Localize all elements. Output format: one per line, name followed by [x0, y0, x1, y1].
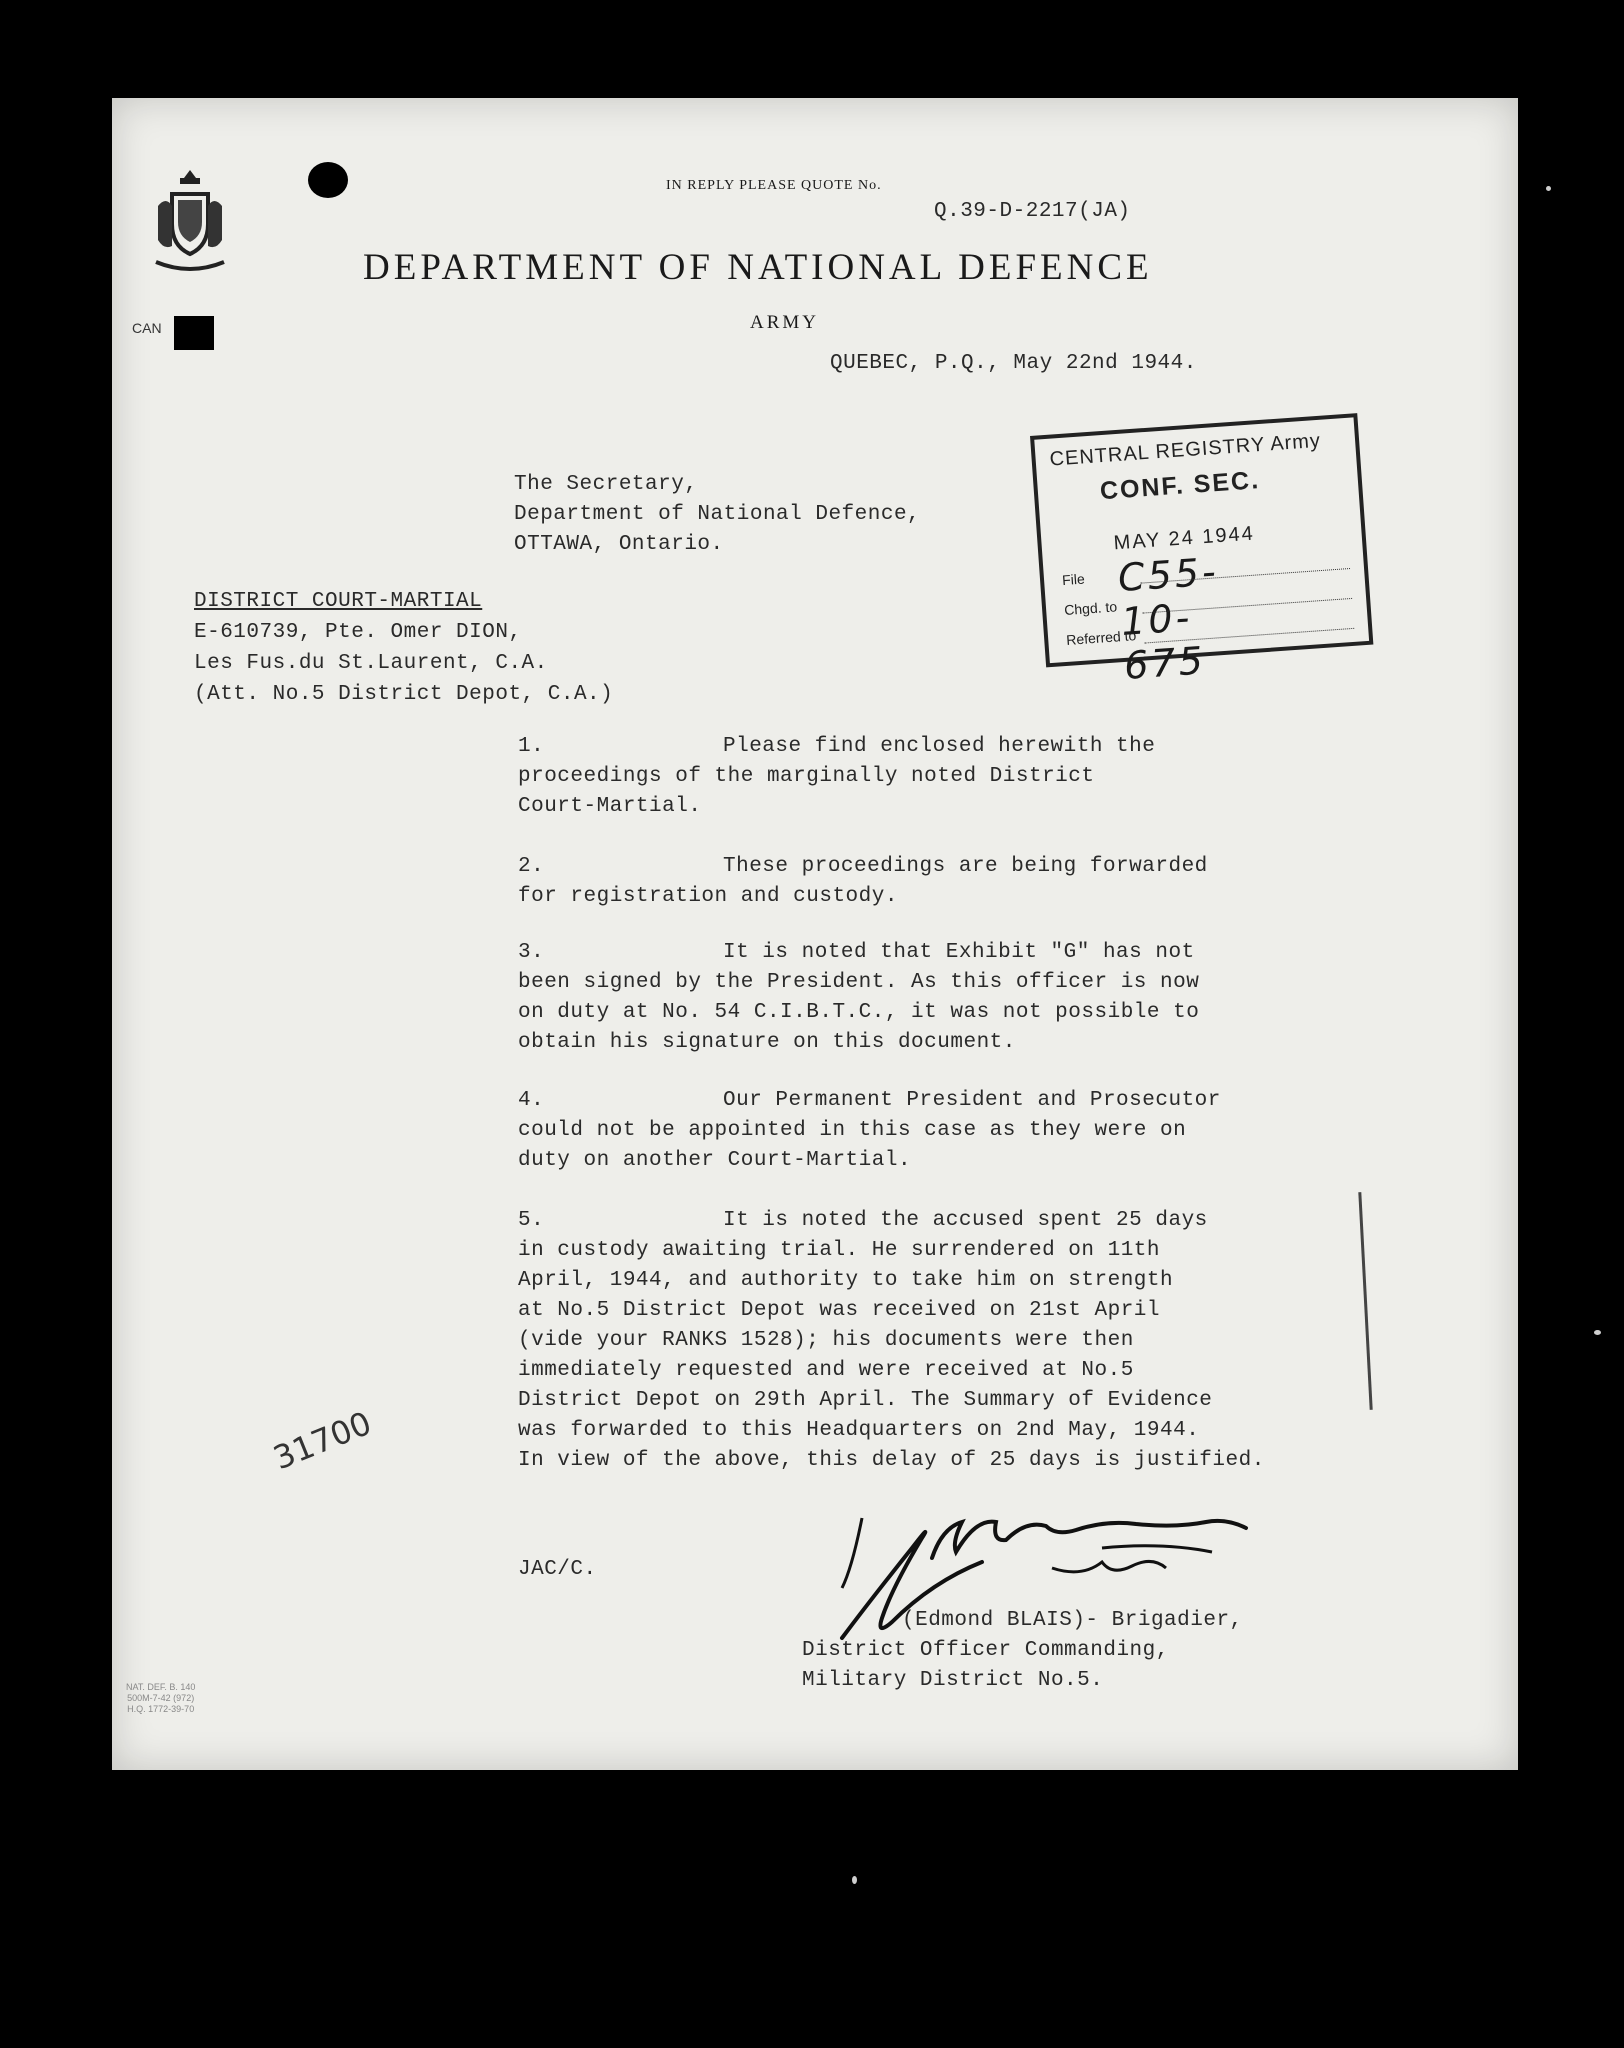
paragraph-line: in custody awaiting trial. He surrendered on 11th: [518, 1239, 1161, 1262]
paragraph-2: [518, 852, 1208, 912]
paragraph-line: was forwarded to this Headquarters on 2nd May, 1944.: [518, 1419, 1200, 1442]
paragraph-line: could not be appointed in this case as they were on: [518, 1119, 1187, 1142]
paragraph-number: 1.: [518, 735, 545, 758]
stamp-file-value: C55-10-675: [1116, 549, 1221, 688]
paragraph-line: immediately requested and were received at No.5: [518, 1359, 1134, 1382]
paragraph-line: on duty at No. 54 C.I.B.T.C., it was not possible to: [518, 1001, 1200, 1024]
film-speck: [852, 1876, 857, 1884]
address-line: OTTAWA, Ontario.: [514, 533, 724, 556]
address-line: Department of National Defence,: [514, 503, 921, 526]
form-code-line: 500M-7-42 (972): [127, 1693, 195, 1703]
signatory-district: Military District No.5.: [802, 1669, 1104, 1692]
paragraph-line: for registration and custody.: [518, 885, 898, 908]
signature-block: [802, 1606, 1243, 1696]
paragraph-line: It is noted that Exhibit "G" has not: [723, 941, 1195, 964]
quote-label: IN REPLY PLEASE QUOTE No.: [666, 178, 882, 193]
letter-page: [112, 98, 1518, 1770]
paragraph-line: duty on another Court-Martial.: [518, 1149, 912, 1172]
department-title: DEPARTMENT OF NATIONAL DEFENCE: [363, 247, 1153, 288]
margin-heading: [194, 586, 613, 710]
stamp-file-label: File: [1061, 570, 1086, 589]
stamp-chgd-label: Chgd. to: [1063, 598, 1118, 619]
handwritten-number: 31700: [268, 1403, 377, 1478]
registry-stamp: [1030, 413, 1373, 688]
address-line: The Secretary,: [514, 473, 698, 496]
paragraph-line: been signed by the President. As this officer is now: [518, 971, 1200, 994]
paragraph-line: obtain his signature on this document.: [518, 1031, 1016, 1054]
typist-initials: JAC/C.: [518, 1558, 597, 1581]
paragraph-line: proceedings of the marginally noted District: [518, 765, 1095, 788]
margin-heading-line: E-610739, Pte. Omer DION,: [194, 621, 522, 644]
paragraph-5: [518, 1206, 1265, 1476]
coat-of-arms-icon: [152, 166, 228, 278]
paragraph-line: (vide your RANKS 1528); his documents were then: [518, 1329, 1134, 1352]
film-speck: [1594, 1330, 1601, 1335]
paragraph-line: In view of the above, this delay of 25 days is justified.: [518, 1449, 1265, 1472]
form-code-line: H.Q. 1772-39-70: [127, 1704, 195, 1714]
paragraph-number: 5.: [518, 1209, 545, 1232]
margin-heading-line: (Att. No.5 District Depot, C.A.): [194, 683, 614, 706]
paragraph-number: 3.: [518, 941, 545, 964]
paragraph-1: [518, 732, 1155, 822]
crest-label: CAN: [132, 320, 162, 336]
form-code-line: NAT. DEF. B. 140: [126, 1682, 196, 1692]
stamp-title: CENTRAL REGISTRY Army: [1048, 429, 1322, 471]
margin-heading-title: DISTRICT COURT-MARTIAL: [194, 590, 483, 613]
paragraph-line: District Depot on 29th April. The Summary of Evidence: [518, 1389, 1213, 1412]
stamp-date: MAY 24 1944: [1112, 522, 1256, 555]
margin-heading-line: Les Fus.du St.Laurent, C.A.: [194, 652, 548, 675]
film-speck: [1546, 186, 1551, 191]
stamp-referred-label: Referred to: [1065, 627, 1137, 648]
place-date: QUEBEC, P.Q., May 22nd 1944.: [830, 352, 1197, 375]
paragraph-line: These proceedings are being forwarded: [723, 855, 1208, 878]
paragraph-3: [518, 938, 1199, 1058]
paragraph-line: Our Permanent President and Prosecutor: [723, 1089, 1221, 1112]
paragraph-line: at No.5 District Depot was received on 21st April: [518, 1299, 1161, 1322]
stamp-section: CONF. SEC.: [1099, 466, 1261, 506]
redaction-mark: [174, 316, 214, 350]
reference-number: Q.39-D-2217(JA): [934, 200, 1131, 223]
recipient-address: [514, 470, 920, 560]
ink-blot: [308, 162, 348, 198]
signatory-name: (Edmond BLAIS)- Brigadier,: [902, 1609, 1243, 1632]
paragraph-line: Court-Martial.: [518, 795, 702, 818]
paragraph-4: [518, 1086, 1221, 1176]
margin-pencil-line: [1358, 1192, 1372, 1410]
paragraph-line: Please find enclosed herewith the: [723, 735, 1156, 758]
branch-title: ARMY: [750, 312, 820, 333]
paragraph-number: 2.: [518, 855, 545, 878]
paragraph-line: April, 1944, and authority to take him on strength: [518, 1269, 1174, 1292]
paragraph-line: It is noted the accused spent 25 days: [723, 1209, 1208, 1232]
signatory-title: District Officer Commanding,: [802, 1639, 1169, 1662]
form-code: [126, 1682, 195, 1715]
paragraph-number: 4.: [518, 1089, 545, 1112]
